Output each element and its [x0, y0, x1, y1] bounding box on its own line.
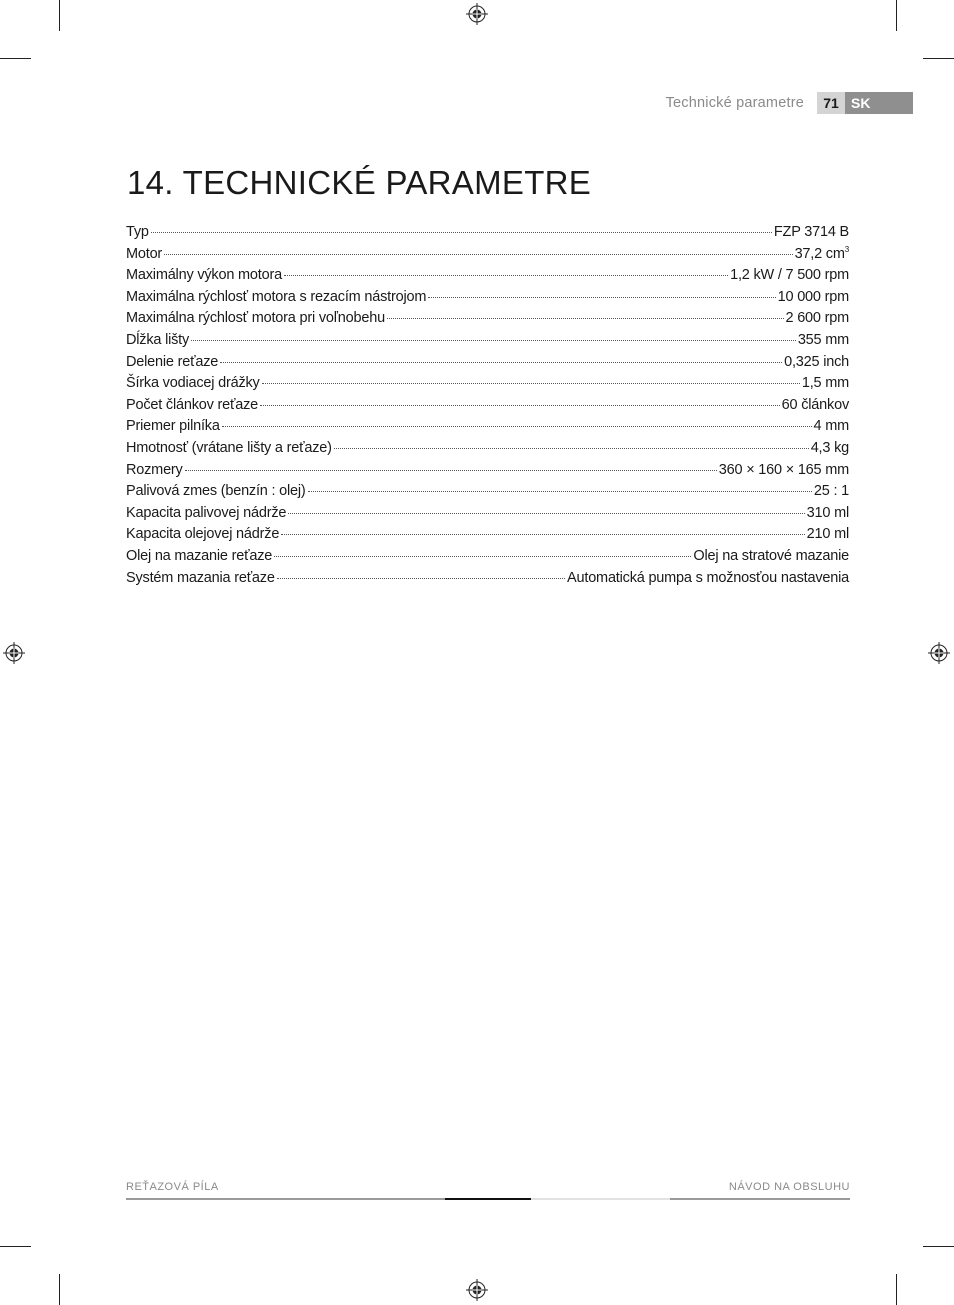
- spec-label: Olej na mazanie reťaze: [126, 547, 273, 564]
- dot-leader: [288, 513, 804, 514]
- dot-leader: [151, 232, 772, 233]
- spec-label: Motor: [126, 245, 163, 262]
- spec-label: Kapacita palivovej nádrže: [126, 504, 287, 521]
- crop-mark-top-right: [896, 0, 897, 31]
- spec-label: Rozmery: [126, 461, 183, 478]
- dot-leader: [334, 448, 809, 449]
- dot-leader: [164, 254, 792, 255]
- crop-mark-bottom-left-h: [0, 1246, 31, 1247]
- footer-rule-dark-left: [126, 1198, 445, 1200]
- dot-leader: [284, 275, 728, 276]
- spec-row: [126, 416, 849, 438]
- footer-product-name: REŤAZOVÁ PÍLA: [126, 1181, 219, 1193]
- spec-value: [693, 546, 849, 568]
- footer-rule-black: [445, 1198, 531, 1200]
- spec-value: [795, 244, 849, 266]
- spec-label: Delenie reťaze: [126, 353, 219, 370]
- footer-rule-dark-right: [670, 1198, 850, 1200]
- dot-leader: [262, 383, 800, 384]
- dot-leader: [185, 470, 717, 471]
- spec-value-text: 4 mm: [813, 418, 849, 435]
- spec-value: [802, 373, 849, 395]
- spec-value-text: 25 : 1: [813, 483, 849, 500]
- spec-row: [126, 395, 849, 417]
- spec-value-text: 310 ml: [806, 504, 849, 521]
- dot-leader: [308, 491, 812, 492]
- spec-row: [126, 460, 849, 482]
- spec-row: [126, 222, 849, 244]
- spec-value: [567, 568, 849, 590]
- spec-row: [126, 308, 849, 330]
- spec-value: [782, 395, 849, 417]
- spec-value: [786, 308, 850, 330]
- language-badge: SK: [845, 92, 913, 114]
- spec-value-text: 1,2 kW / 7 500 rpm: [730, 267, 849, 284]
- spec-value-text: 355 mm: [797, 331, 849, 348]
- spec-row: [126, 287, 849, 309]
- registration-mark-left-icon: [3, 642, 25, 664]
- spec-row: [126, 438, 849, 460]
- spec-label: Typ: [126, 224, 149, 240]
- dot-leader: [428, 297, 775, 298]
- spec-value: [784, 352, 849, 374]
- spec-label: Kapacita olejovej nádrže: [126, 526, 280, 543]
- spec-value: [719, 460, 849, 482]
- spec-label: Hmotnosť (vrátane lišty a reťaze): [126, 439, 332, 456]
- dot-leader: [387, 318, 784, 319]
- dot-leader: [191, 340, 796, 341]
- spec-value-superscript: 3: [844, 244, 849, 254]
- spec-value-text: Olej na stratové mazanie: [693, 547, 849, 564]
- spec-value: [814, 416, 849, 438]
- spec-value-text: Automatická pumpa s možnosťou nastavenia: [567, 569, 849, 586]
- spec-value: [774, 222, 849, 244]
- spec-row: [126, 503, 849, 525]
- crop-mark-bottom-right-h: [923, 1246, 954, 1247]
- dot-leader: [222, 426, 812, 427]
- footer-manual-label: NÁVOD NA OBSLUHU: [728, 1181, 850, 1193]
- dot-leader: [220, 362, 782, 363]
- spec-label: Počet článkov reťaze: [126, 396, 259, 413]
- spec-value-text: 210 ml: [806, 526, 849, 543]
- spec-row: [126, 330, 849, 352]
- spec-list: [126, 222, 849, 589]
- spec-value: [811, 438, 849, 460]
- spec-value: [807, 524, 849, 546]
- spec-value: [778, 287, 849, 309]
- registration-mark-right-icon: [928, 642, 950, 664]
- spec-label: Dĺžka lišty: [126, 331, 190, 348]
- registration-mark-bottom-icon: [466, 1279, 488, 1301]
- spec-label: Maximálny výkon motora: [126, 267, 282, 284]
- dot-leader: [274, 556, 691, 557]
- spec-value-text: 1,5 mm: [801, 375, 849, 392]
- spec-label: Maximálna rýchlosť motora s rezacím nástrojom: [126, 288, 427, 305]
- spec-value-text: 37,2 cm: [794, 245, 845, 262]
- spec-value: [730, 265, 849, 287]
- dot-leader: [281, 534, 804, 535]
- crop-mark-top-left-h: [0, 58, 31, 59]
- spec-label: Priemer pilníka: [126, 418, 220, 435]
- registration-mark-top-icon: [466, 3, 488, 25]
- spec-label: Maximálna rýchlosť motora pri voľnobehu: [126, 310, 385, 327]
- spec-row: [126, 524, 849, 546]
- spec-value-text: 2 600 rpm: [785, 310, 849, 327]
- spec-label: Šírka vodiacej drážky: [126, 375, 260, 392]
- spec-row: [126, 352, 849, 374]
- page-number: 71: [817, 92, 845, 114]
- crop-mark-bottom-left: [59, 1274, 60, 1305]
- spec-row: [126, 373, 849, 395]
- spec-value-text: 360 × 160 × 165 mm: [718, 461, 849, 478]
- crop-mark-top-left: [59, 0, 60, 31]
- crop-mark-bottom-right: [896, 1274, 897, 1305]
- spec-value: [798, 330, 849, 352]
- footer-rule-light: [531, 1198, 670, 1200]
- spec-label: Palivová zmes (benzín : olej): [126, 483, 306, 500]
- spec-row: [126, 481, 849, 503]
- dot-leader: [277, 578, 565, 579]
- spec-value-text: 60 článkov: [781, 396, 849, 413]
- spec-row: [126, 546, 849, 568]
- spec-row: [126, 244, 849, 266]
- dot-leader: [260, 405, 780, 406]
- spec-value-text: 10 000 rpm: [777, 288, 849, 305]
- spec-row: [126, 265, 849, 287]
- spec-value: [807, 503, 849, 525]
- page-title: 14. TECHNICKÉ PARAMETRE: [127, 164, 592, 201]
- crop-mark-top-right-h: [923, 58, 954, 59]
- spec-label: Systém mazania reťaze: [126, 569, 275, 586]
- spec-value-text: 0,325 inch: [784, 353, 849, 370]
- spec-value: [814, 481, 849, 503]
- running-header-title: Technické parametre: [665, 95, 804, 111]
- spec-row: [126, 568, 849, 590]
- spec-value-text: FZP 3714 B: [773, 224, 849, 240]
- spec-value-text: 4,3 kg: [810, 439, 849, 456]
